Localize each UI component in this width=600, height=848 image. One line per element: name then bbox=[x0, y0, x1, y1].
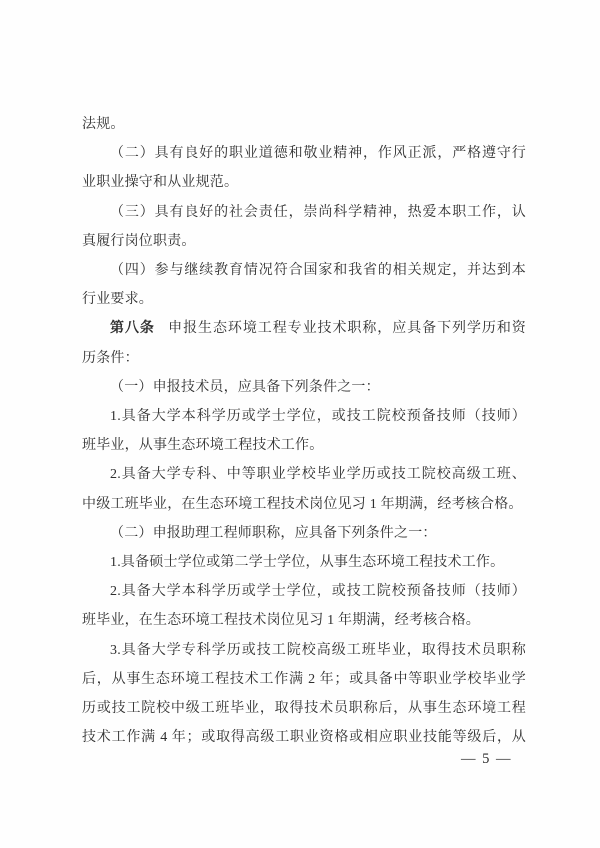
text-line-clause-3: （三）具有良好的社会责任，崇尚科学精神，热爱本职工作，认 bbox=[110, 204, 526, 220]
text-line-item-1-1: 1.具备大学本科学历或学士学位，或技工院校预备技师（技师） bbox=[110, 409, 526, 425]
text-line-clause-3-cont: 真履行岗位职责。 bbox=[82, 233, 196, 249]
text-line-clause-4: （四）参与继续教育情况符合国家和我省的相关规定，并达到本 bbox=[110, 263, 526, 279]
text-line-item-2-2-cont: 班毕业，在生态环境工程技术岗位见习 1 年期满，经考核合格。 bbox=[82, 613, 480, 629]
text-line-item-2: （二）申报助理工程师职称，应具备下列条件之一： bbox=[110, 525, 437, 541]
text-line-item-1-2: 2.具备大学专科、中等职业学校毕业学历或技工院校高级工班、 bbox=[110, 467, 526, 483]
article-number: 第八条 bbox=[110, 321, 155, 337]
text-line-item-2-2: 2.具备大学本科学历或学士学位，或技工院校预备技师（技师） bbox=[110, 584, 526, 600]
article-body: 申报生态环境工程专业技术职称，应具备下列学历和资 bbox=[168, 321, 526, 337]
text-line-item-2-3: 3.具备大学专科学历或技工院校高级工班毕业，取得技术员职称 bbox=[110, 642, 526, 658]
text-line-item-1: （一）申报技术员，应具备下列条件之一： bbox=[110, 379, 380, 395]
text-line-clause-2: （二）具有良好的职业道德和敬业精神，作风正派，严格遵守行 bbox=[110, 146, 526, 162]
text-line-item-2-3-cont-1: 后，从事生态环境工程技术工作满 2 年；或具备中等职业学校毕业学 bbox=[82, 671, 526, 687]
text-line-article-8-cont: 历条件： bbox=[82, 350, 139, 366]
text-line-item-2-1: 1.具备硕士学位或第二学士学位，从事生态环境工程技术工作。 bbox=[110, 555, 505, 571]
text-line-item-2-3-cont-2: 历或技工院校中级工班毕业，取得技术员职称后，从事生态环境工程 bbox=[82, 701, 526, 717]
text-line-continuation: 法规。 bbox=[82, 117, 125, 132]
document-body bbox=[82, 110, 526, 752]
page-number: — 5 — bbox=[461, 751, 512, 767]
text-line-article-8 bbox=[82, 314, 526, 343]
text-line-clause-2-cont: 业职业操守和从业规范。 bbox=[82, 175, 239, 191]
text-line-clause-4-cont: 行业要求。 bbox=[82, 292, 153, 308]
text-line-item-2-3-cont-3: 技术工作满 4 年；或取得高级工职业资格或相应职业技能等级后，从 bbox=[82, 730, 526, 746]
text-line-item-1-1-cont: 班毕业，从事生态环境工程技术工作。 bbox=[82, 438, 324, 454]
text-line-item-1-2-cont: 中级工班毕业，在生态环境工程技术岗位见习 1 年期满，经考核合格。 bbox=[82, 496, 523, 512]
